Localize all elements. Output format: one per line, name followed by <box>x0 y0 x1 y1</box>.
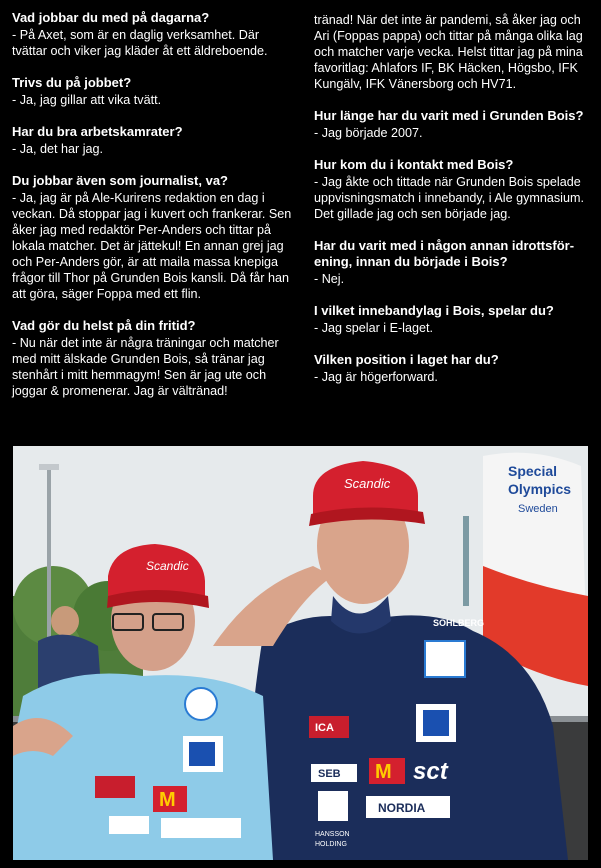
hansson-logo <box>318 791 348 821</box>
answer: - På Axet, som är en daglig verksamhet. Där tvättar och viker jag kläder åt ett äldreboende. <box>12 28 268 58</box>
answer-continued: tränad! När det inte är pandemi, så åker jag och Ari (Foppas pappa) och tittar på många olika lag och matcher varje vecka. Helst tittar jag på mina favoritlag: Ahlafors IF, BK Häcken, Högsbo, IFK Kungälv, IFK Vänersborg och HV71. <box>314 13 583 91</box>
team-photo <box>13 446 588 860</box>
answer: - Jag började 2007. <box>314 126 423 140</box>
qa-block <box>12 318 292 399</box>
question: Har du varit med i någon annan idrottsförening, innan du började i Bois? <box>314 238 575 269</box>
left-column <box>12 10 292 415</box>
ica-logo <box>95 776 135 798</box>
qa-block <box>12 173 292 302</box>
answer: - Ja, det har jag. <box>12 142 104 156</box>
question: Vilken position i laget har du? <box>314 352 499 367</box>
cap-logo: Scandic <box>344 476 391 491</box>
answer: - Jag åkte och tittade när Grunden Bois spelade uppvisningsmatch i innebandy, i Ale gymnasium. Det gillade jag och sen började jag. <box>314 175 584 221</box>
flag-text: Olympics <box>508 481 572 497</box>
answer: - Nu när det inte är några träningar och matcher med mitt älskade Grunden Bois, så tränar jag stenhårt i mitt hemmagym! Sen är jag ute och joggar & promenerar. Jag är vältränad! <box>12 336 279 398</box>
qa-block <box>12 124 292 157</box>
question: Vad gör du helst på din fritid? <box>12 318 196 333</box>
club-crest <box>425 641 465 677</box>
cap-logo: Scandic <box>146 559 189 573</box>
sct-logo: sct <box>413 758 448 785</box>
question: Hur kom du i kontakt med Bois? <box>314 157 514 172</box>
question: Hur länge har du varit med i Grunden Bois? <box>314 108 584 123</box>
answer: - Jag spelar i E-laget. <box>314 321 433 335</box>
question: Vad jobbar du med på dagarna? <box>12 10 210 25</box>
svg-text:M: M <box>159 789 176 811</box>
flag-text: Sweden <box>518 503 558 515</box>
club-crest <box>185 688 217 720</box>
svg-text:SEB: SEB <box>318 768 341 780</box>
continued-answer <box>314 12 592 92</box>
qa-block <box>12 10 292 59</box>
svg-text:HOLDING: HOLDING <box>315 841 347 848</box>
qa-block <box>314 352 592 385</box>
question: Du jobbar även som journalist, va? <box>12 173 228 188</box>
shirt-brand: SOHLBERG <box>433 618 485 628</box>
qa-block <box>12 75 292 108</box>
nordia-logo <box>161 818 241 838</box>
right-column <box>314 12 592 401</box>
answer: - Jag är högerforward. <box>314 370 438 384</box>
answer: - Ja, jag är på Ale-Kurirens redaktion en dag i veckan. Då stoppar jag i kuvert och frankerar. Sen åker jag med redaktör Per-Anders och tittar på lokala matcher. Det är jättekul! En annan grej jag och Per-Anders gör, är att maila massa knepiga frågor till Thor på Grunden Bois kansli. Då får han att göra, säger Foppa med ett flin. <box>12 191 292 301</box>
qa-block <box>314 303 592 336</box>
seb-logo <box>109 816 149 834</box>
background-person <box>51 606 79 636</box>
qa-block <box>314 108 592 141</box>
svg-text:ICA: ICA <box>315 722 334 734</box>
qa-block <box>314 157 592 222</box>
question: I vilket innebandylag i Bois, spelar du? <box>314 303 554 318</box>
qa-block <box>314 238 592 287</box>
flag-text: Special <box>508 463 558 479</box>
svg-text:NORDIA: NORDIA <box>378 801 426 815</box>
question: Har du bra arbetskamrater? <box>12 124 183 139</box>
answer: - Ja, jag gillar att vika tvätt. <box>12 93 162 107</box>
question: Trivs du på jobbet? <box>12 75 132 90</box>
answer: - Nej. <box>314 272 345 286</box>
svg-text:M: M <box>375 761 392 783</box>
svg-text:HANSSON: HANSSON <box>315 831 350 838</box>
